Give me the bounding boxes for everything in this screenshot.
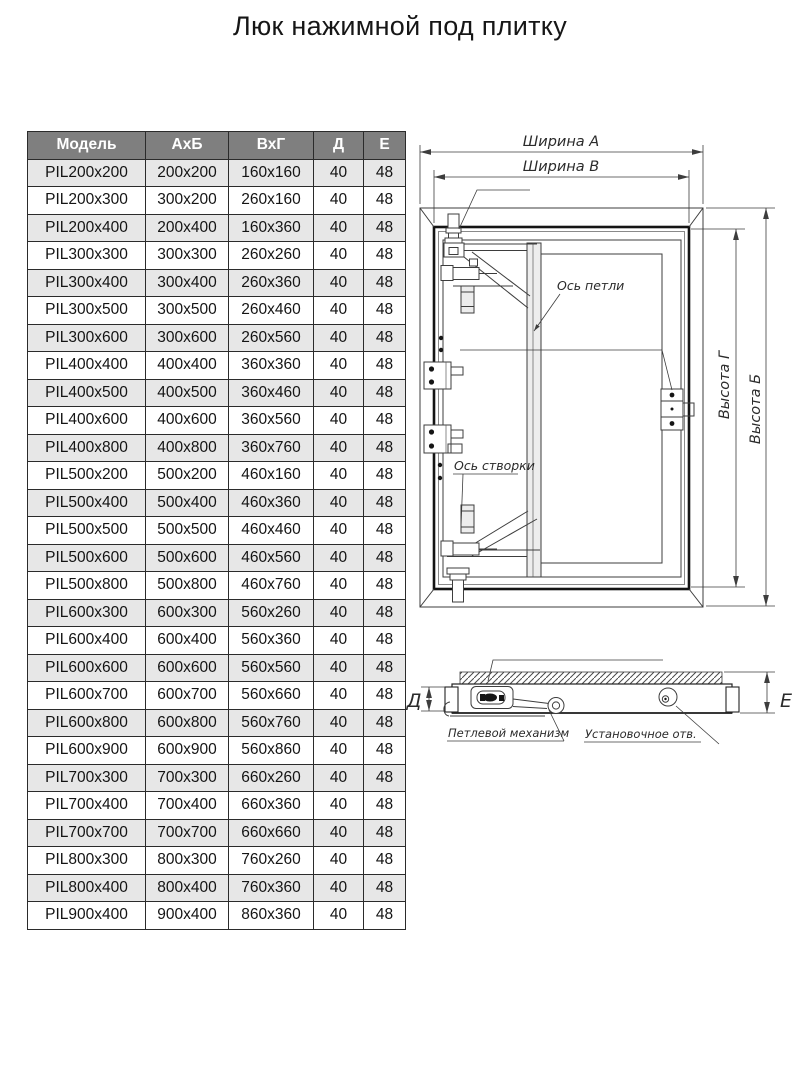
table-row <box>28 297 406 325</box>
cell: PIL700x700 <box>28 819 146 847</box>
table-row <box>28 379 406 407</box>
cell: PIL500x200 <box>28 462 146 490</box>
cell: PIL200x400 <box>28 214 146 242</box>
cell: PIL600x700 <box>28 682 146 710</box>
cell: 160x360 <box>229 214 314 242</box>
cell: 40 <box>314 517 364 545</box>
cell: 48 <box>364 159 406 187</box>
cell: 48 <box>364 489 406 517</box>
cell: 360x460 <box>229 379 314 407</box>
cell: 300x500 <box>146 297 229 325</box>
column-header: ВхГ <box>229 132 314 160</box>
cell: PIL500x400 <box>28 489 146 517</box>
cell: 48 <box>364 792 406 820</box>
table-row <box>28 434 406 462</box>
table-row <box>28 159 406 187</box>
width-a-label: Ширина А <box>522 134 600 150</box>
header-row <box>28 132 406 160</box>
cell: PIL300x300 <box>28 242 146 270</box>
cell: PIL500x500 <box>28 517 146 545</box>
cell: PIL600x400 <box>28 627 146 655</box>
cell: 40 <box>314 434 364 462</box>
cell: PIL200x200 <box>28 159 146 187</box>
table-row <box>28 214 406 242</box>
cell: 560x760 <box>229 709 314 737</box>
table-row <box>28 269 406 297</box>
table-row <box>28 599 406 627</box>
cell: PIL400x400 <box>28 352 146 380</box>
cell: 40 <box>314 214 364 242</box>
cell: 500x500 <box>146 517 229 545</box>
cell: 300x300 <box>146 242 229 270</box>
cell: 40 <box>314 654 364 682</box>
cell: 460x160 <box>229 462 314 490</box>
depth-e-label: Е <box>779 690 793 712</box>
cell: 40 <box>314 269 364 297</box>
cell: 560x660 <box>229 682 314 710</box>
cell: PIL400x500 <box>28 379 146 407</box>
column-header: Е <box>364 132 406 160</box>
cell: 40 <box>314 187 364 215</box>
tile-hatch <box>460 672 722 684</box>
cell: 40 <box>314 407 364 435</box>
cell: 300x600 <box>146 324 229 352</box>
cell: 48 <box>364 544 406 572</box>
cell: 160x160 <box>229 159 314 187</box>
cell: 40 <box>314 462 364 490</box>
cell: 560x260 <box>229 599 314 627</box>
cell: 48 <box>364 572 406 600</box>
cell: 260x260 <box>229 242 314 270</box>
cell: PIL400x800 <box>28 434 146 462</box>
dimensions-front <box>420 134 775 606</box>
table-header <box>28 132 406 160</box>
table-row <box>28 352 406 380</box>
cell: 600x400 <box>146 627 229 655</box>
cell: PIL600x300 <box>28 599 146 627</box>
cell: 600x600 <box>146 654 229 682</box>
table-body <box>28 159 406 929</box>
cell: 40 <box>314 737 364 765</box>
cell: 460x760 <box>229 572 314 600</box>
cell: 260x360 <box>229 269 314 297</box>
cell: 800x400 <box>146 874 229 902</box>
table-row <box>28 902 406 930</box>
depth-d-label: Д <box>406 690 422 712</box>
cell: 48 <box>364 214 406 242</box>
cell: 48 <box>364 434 406 462</box>
mounting-hole <box>659 688 677 706</box>
cell: 660x260 <box>229 764 314 792</box>
cell: 40 <box>314 682 364 710</box>
column-header: АхБ <box>146 132 229 160</box>
technical-drawing <box>398 128 800 778</box>
cell: 48 <box>364 242 406 270</box>
table-row <box>28 792 406 820</box>
mounting-hole-label: Установочное отв. <box>585 727 697 741</box>
cell: 40 <box>314 352 364 380</box>
cell: 48 <box>364 352 406 380</box>
cell: 500x800 <box>146 572 229 600</box>
cell: 48 <box>364 599 406 627</box>
cell: 48 <box>364 902 406 930</box>
cell: 40 <box>314 709 364 737</box>
table-row <box>28 654 406 682</box>
cell: 800x300 <box>146 847 229 875</box>
width-b-label: Ширина В <box>522 159 600 175</box>
table-row <box>28 627 406 655</box>
cell: 260x460 <box>229 297 314 325</box>
cell: 400x600 <box>146 407 229 435</box>
cell: PIL600x600 <box>28 654 146 682</box>
cell: 40 <box>314 379 364 407</box>
cell: 260x160 <box>229 187 314 215</box>
cell: 40 <box>314 819 364 847</box>
cell: 500x400 <box>146 489 229 517</box>
table-row <box>28 242 406 270</box>
cell: 360x560 <box>229 407 314 435</box>
cell: 700x700 <box>146 819 229 847</box>
cell: 48 <box>364 297 406 325</box>
size-table <box>27 131 406 930</box>
cell: 40 <box>314 297 364 325</box>
cell: 360x360 <box>229 352 314 380</box>
cell: 40 <box>314 489 364 517</box>
cell: PIL800x300 <box>28 847 146 875</box>
cell: 48 <box>364 187 406 215</box>
cell: 360x760 <box>229 434 314 462</box>
cell: 48 <box>364 379 406 407</box>
cell: 600x800 <box>146 709 229 737</box>
cell: 560x860 <box>229 737 314 765</box>
table-row <box>28 737 406 765</box>
cell: 40 <box>314 792 364 820</box>
cell: 660x360 <box>229 792 314 820</box>
cell: 260x560 <box>229 324 314 352</box>
cell: 400x400 <box>146 352 229 380</box>
leaf-axis-label: Ось створки <box>454 458 535 473</box>
cell: 48 <box>364 407 406 435</box>
cell: PIL300x500 <box>28 297 146 325</box>
cell: 48 <box>364 737 406 765</box>
cell: 48 <box>364 819 406 847</box>
cell: 600x700 <box>146 682 229 710</box>
cell: 300x200 <box>146 187 229 215</box>
cell: PIL500x600 <box>28 544 146 572</box>
cell: 300x400 <box>146 269 229 297</box>
cell: 48 <box>364 269 406 297</box>
cell: PIL600x800 <box>28 709 146 737</box>
cell: 40 <box>314 627 364 655</box>
cell: PIL400x600 <box>28 407 146 435</box>
cell: 560x360 <box>229 627 314 655</box>
table-row <box>28 847 406 875</box>
leader-lines <box>453 190 672 527</box>
cell: 200x400 <box>146 214 229 242</box>
cell: 48 <box>364 764 406 792</box>
cell: 400x500 <box>146 379 229 407</box>
cell: 700x300 <box>146 764 229 792</box>
cell: 40 <box>314 599 364 627</box>
table-row <box>28 709 406 737</box>
cell: PIL200x300 <box>28 187 146 215</box>
table-row <box>28 544 406 572</box>
cell: 560x560 <box>229 654 314 682</box>
cell: PIL700x300 <box>28 764 146 792</box>
cell: 400x800 <box>146 434 229 462</box>
cell: PIL800x400 <box>28 874 146 902</box>
cell: 48 <box>364 654 406 682</box>
cell: 48 <box>364 847 406 875</box>
table-row <box>28 572 406 600</box>
hinge-axis-label: Ось петли <box>557 278 625 293</box>
cell: 40 <box>314 242 364 270</box>
cell: 48 <box>364 517 406 545</box>
cell: 460x360 <box>229 489 314 517</box>
cell: 40 <box>314 902 364 930</box>
table-row <box>28 489 406 517</box>
cell: 48 <box>364 462 406 490</box>
height-b-label: Высота Б <box>748 373 764 445</box>
cell: 48 <box>364 709 406 737</box>
table-row <box>28 462 406 490</box>
page-title: Люк нажимной под плитку <box>232 11 568 41</box>
table-row <box>28 407 406 435</box>
cell: 460x560 <box>229 544 314 572</box>
cell: 500x200 <box>146 462 229 490</box>
cell: PIL900x400 <box>28 902 146 930</box>
section-view <box>406 660 792 744</box>
cell: 200x200 <box>146 159 229 187</box>
cell: 48 <box>364 324 406 352</box>
table-row <box>28 187 406 215</box>
cell: 600x300 <box>146 599 229 627</box>
hinge-mechanism-label: Петлевой механизм <box>448 726 570 740</box>
cell: 900x400 <box>146 902 229 930</box>
cell: 40 <box>314 874 364 902</box>
cell: PIL700x400 <box>28 792 146 820</box>
cell: 48 <box>364 874 406 902</box>
cell: 760x360 <box>229 874 314 902</box>
height-g-label: Высота Г <box>717 350 733 420</box>
cell: 460x460 <box>229 517 314 545</box>
column-header: Д <box>314 132 364 160</box>
cell: PIL300x600 <box>28 324 146 352</box>
cell: 760x260 <box>229 847 314 875</box>
table-row <box>28 682 406 710</box>
cell: 40 <box>314 572 364 600</box>
cell: 500x600 <box>146 544 229 572</box>
hinge-hardware-top <box>441 214 537 313</box>
cell: 860x360 <box>229 902 314 930</box>
table-row <box>28 517 406 545</box>
cell: 40 <box>314 847 364 875</box>
cell: PIL300x400 <box>28 269 146 297</box>
cell: 700x400 <box>146 792 229 820</box>
cell: 40 <box>314 324 364 352</box>
column-header: Модель <box>28 132 146 160</box>
cell: 600x900 <box>146 737 229 765</box>
cell: 40 <box>314 764 364 792</box>
cell: 48 <box>364 627 406 655</box>
cell: 40 <box>314 159 364 187</box>
hinge-hardware-bottom <box>441 505 540 602</box>
table-row <box>28 764 406 792</box>
table-row <box>28 819 406 847</box>
table-row <box>28 324 406 352</box>
cell: 660x660 <box>229 819 314 847</box>
cell: 40 <box>314 544 364 572</box>
cell: PIL500x800 <box>28 572 146 600</box>
table-row <box>28 874 406 902</box>
cell: 48 <box>364 682 406 710</box>
cell: PIL600x900 <box>28 737 146 765</box>
